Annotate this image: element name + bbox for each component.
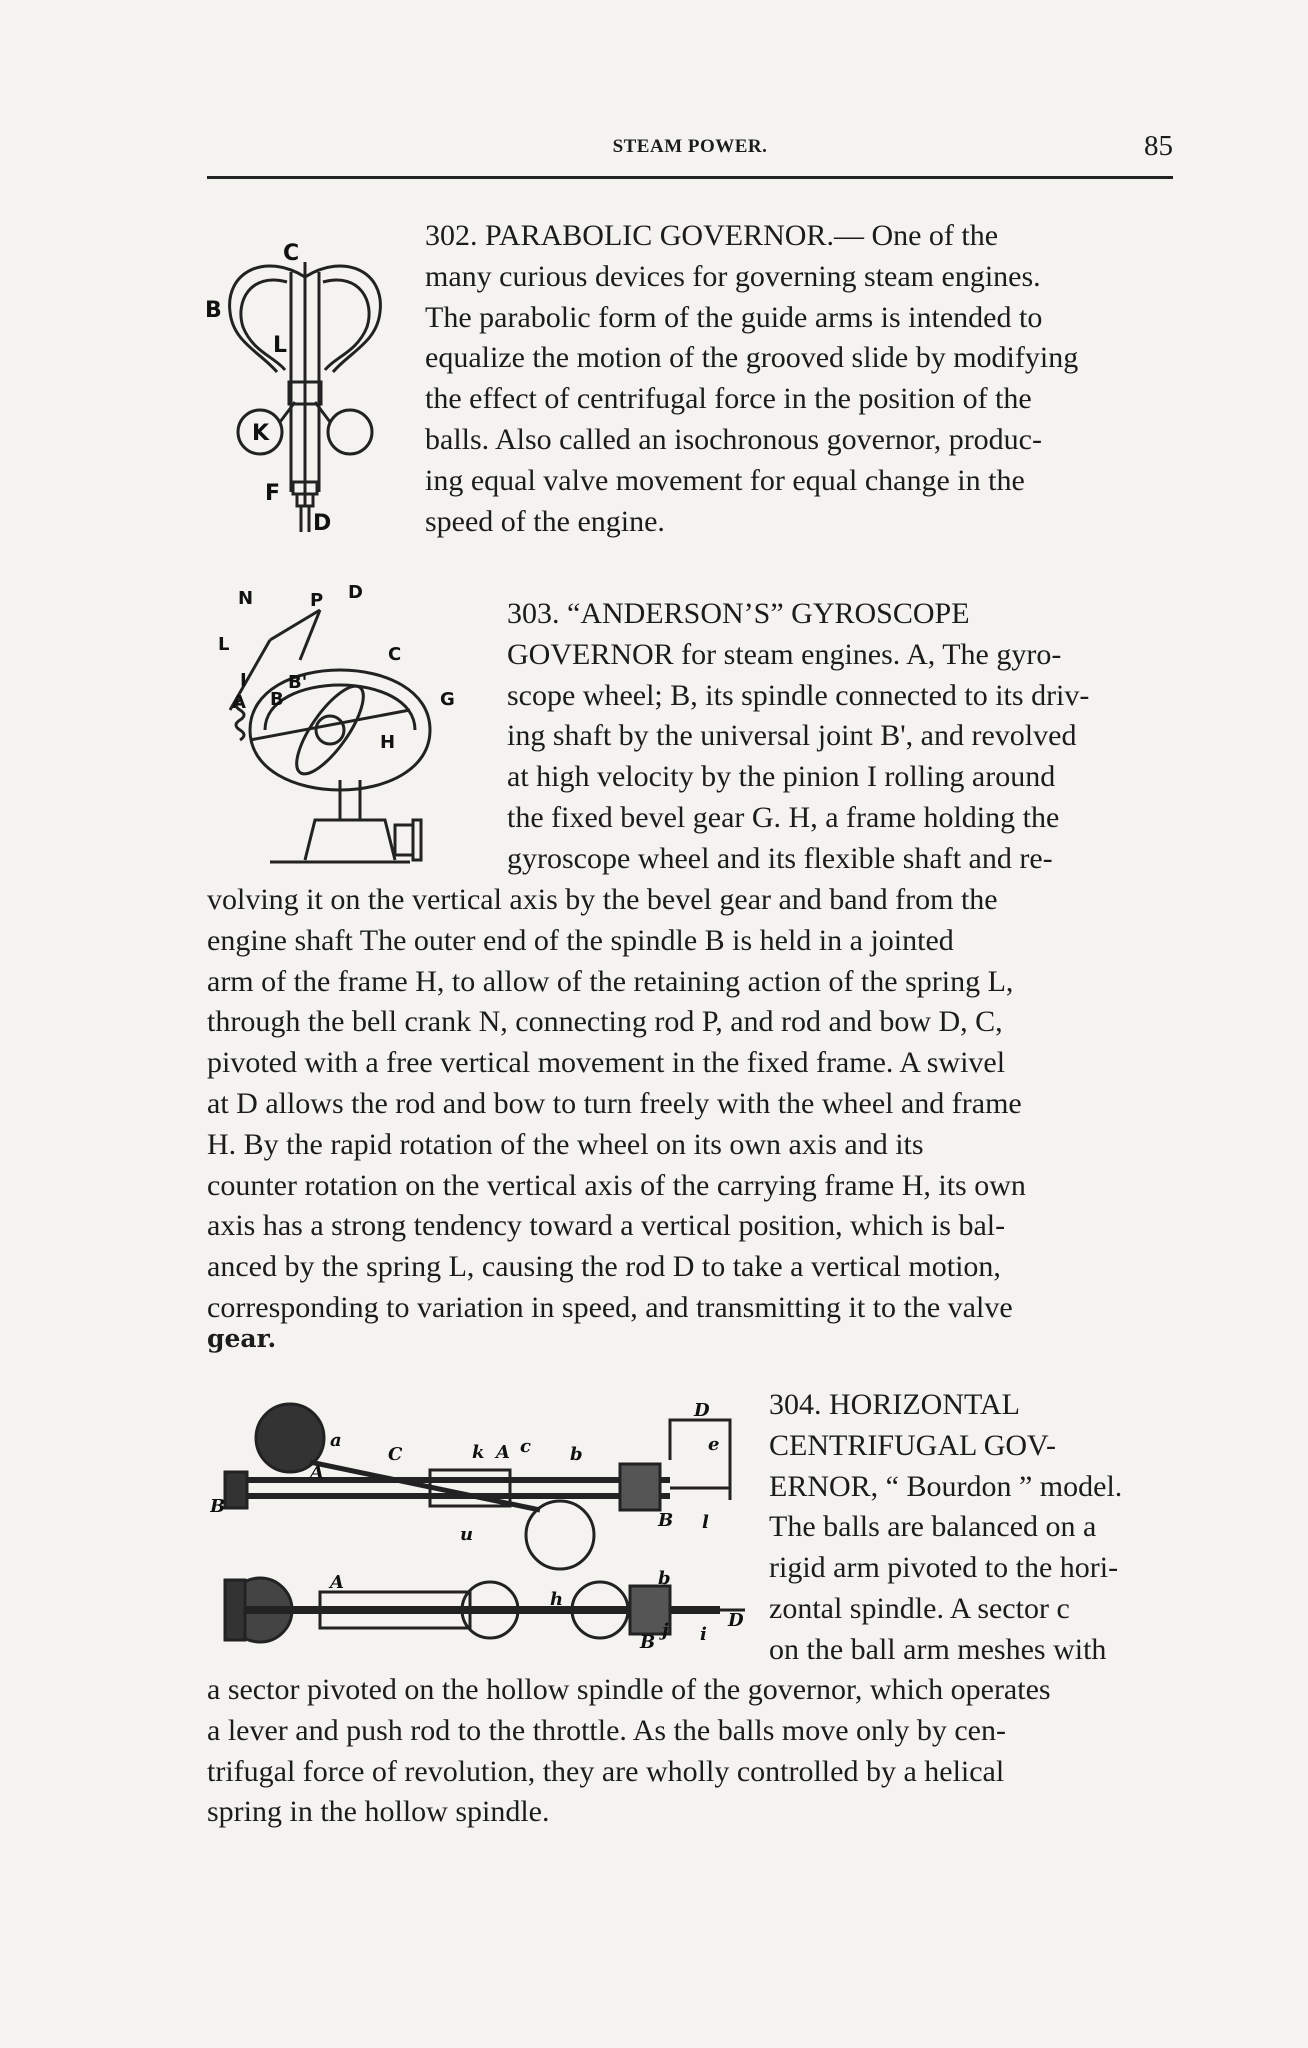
text-line: rigid arm pivoted to the hori- (769, 1551, 1119, 1585)
text-line: H. By the rapid rotation of the wheel on its own axis and its (207, 1127, 924, 1161)
fig304-label-b-plan: b (658, 1568, 671, 1589)
text-line: 304. HORIZONTAL (769, 1388, 1020, 1421)
fig302-label-b: B (205, 298, 222, 323)
figure-horizontal-governor (210, 1400, 745, 1650)
fig303-label-c: C (388, 644, 402, 665)
text-line: scope wheel; B, its spindle connected to its driv- (507, 678, 1090, 712)
fig304-label-i: i (700, 1624, 707, 1645)
text-line: 302. PARABOLIC GOVERNOR.— One of the (425, 219, 999, 252)
fig303-label-b: B (270, 689, 284, 710)
text-line: GOVERNOR for steam engines. A, The gyro- (507, 637, 1062, 671)
fig302-label-l: L (273, 333, 288, 358)
section-304-text-full (207, 1670, 1173, 1833)
fig302-label-k: K (252, 421, 270, 446)
text-line: ing shaft by the universal joint B', and revolved (507, 719, 1077, 753)
fig302-label-d: D (313, 511, 332, 536)
fig304-label-l: l (702, 1512, 709, 1533)
fig304-label-h: h (550, 1589, 564, 1610)
fig303-label-n: N (238, 588, 254, 609)
text-line: axis has a strong tendency toward a vertical position, which is bal- (207, 1209, 1006, 1243)
fig304-label-a-lower: a (330, 1430, 342, 1451)
text-line: gyroscope wheel and its flexible shaft and re- (507, 841, 1053, 875)
fig304-label-d-top: D (694, 1400, 710, 1421)
text-line: on the ball arm meshes with (769, 1632, 1107, 1666)
fig304-label-c-upper: C (388, 1444, 403, 1465)
header-rule (207, 176, 1173, 179)
fig303-label-b-prime: B' (288, 672, 308, 693)
fig303-label-p: P (310, 590, 324, 611)
text-line: the effect of centrifugal force in the position of the (425, 382, 1032, 416)
gyroscope-governor-drawing (210, 580, 470, 872)
text-line: equalize the motion of the grooved slide by modifying (425, 341, 1079, 375)
page-header (207, 128, 1173, 168)
text-line: many curious devices for governing steam engines. (425, 259, 1041, 293)
text-line: at high velocity by the pinion I rolling around (507, 760, 1056, 794)
figure-parabolic-governor (205, 242, 405, 542)
text-line: spring in the hollow spindle. (207, 1795, 550, 1829)
text-line: speed of the engine. (425, 504, 665, 538)
text-line: at D allows the rod and bow to turn freely with the wheel and frame (207, 1086, 1022, 1120)
text-line: The parabolic form of the guide arms is intended to (425, 300, 1043, 334)
section-303-text-full (207, 880, 1173, 1329)
text-line: a sector pivoted on the hollow spindle of the governor, which operates (207, 1673, 1051, 1706)
text-line: The balls are balanced on a (769, 1510, 1097, 1544)
section-303-text-beside-figure (507, 594, 1173, 880)
fig304-label-c-lower: c (520, 1436, 531, 1457)
fig304-label-u: u (460, 1524, 474, 1545)
figure-gyroscope-governor (210, 580, 470, 872)
fig303-label-i: I (240, 670, 247, 691)
section-303-last-word: gear. (207, 1324, 277, 1353)
text-line: the fixed bevel gear G. H, a frame holding the (507, 800, 1060, 834)
text-line: ERNOR, “ Bourdon ” model. (769, 1469, 1123, 1503)
fig304-label-a-upper: A (310, 1462, 324, 1483)
text-line: CENTRIFUGAL GOV- (769, 1428, 1056, 1462)
text-line: anced by the spring L, causing the rod D to take a vertical motion, (207, 1250, 1001, 1284)
fig304-label-j: j (662, 1620, 669, 1641)
text-line: arm of the frame H, to allow of the retaining action of the spring L, (207, 964, 1014, 998)
text-line: trifugal force of revolution, they are wholly controlled by a helical (207, 1754, 1005, 1788)
fig303-label-g: G (440, 689, 455, 710)
fig304-label-k: k (472, 1442, 485, 1463)
fig302-label-c: C (283, 242, 300, 266)
text-line: balls. Also called an isochronous governor, produc- (425, 422, 1042, 456)
fig304-label-b-left: B (210, 1496, 226, 1517)
fig304-label-b-lower: b (570, 1444, 583, 1465)
text-line: corresponding to variation in speed, and transmitting it to the valve (207, 1290, 1013, 1324)
text-line: a lever and push rod to the throttle. As the balls move only by cen- (207, 1713, 1006, 1747)
fig302-label-f: F (265, 481, 281, 506)
text-line: 303. “ANDERSON’S” GYROSCOPE (507, 597, 970, 630)
parabolic-governor-drawing (205, 242, 405, 542)
text-line: through the bell crank N, connecting rod P, and rod and bow D, C, (207, 1005, 1003, 1039)
text-line: pivoted with a free vertical movement in the fixed frame. A swivel (207, 1046, 1006, 1080)
running-head: STEAM POWER. (612, 136, 768, 157)
fig304-label-d-plan: D (728, 1610, 744, 1631)
fig303-label-h: H (380, 732, 396, 753)
horizontal-governor-drawing (210, 1400, 745, 1650)
fig303-label-a: A (232, 692, 246, 713)
fig304-label-b-bottom: B (640, 1632, 656, 1650)
text-line: ing equal valve movement for equal change in the (425, 463, 1025, 497)
fig304-label-a-plan: A (330, 1572, 344, 1593)
fig304-label-e: e (708, 1434, 720, 1455)
fig304-label-b-right: B (658, 1510, 674, 1531)
fig304-label-a-2: A (496, 1442, 510, 1463)
text-line: counter rotation on the vertical axis of the carrying frame H, its own (207, 1168, 1026, 1202)
text-line: zontal spindle. A sector c (769, 1591, 1070, 1625)
fig303-label-l: L (218, 634, 230, 655)
fig303-label-d: D (348, 582, 363, 603)
section-304-text-beside-figure (769, 1385, 1173, 1671)
text-line: engine shaft The outer end of the spindle B is held in a jointed (207, 923, 954, 957)
page-number: 85 (1144, 130, 1173, 162)
section-302-text (425, 216, 1173, 542)
text-line: volving it on the vertical axis by the bevel gear and band from the (207, 883, 998, 916)
